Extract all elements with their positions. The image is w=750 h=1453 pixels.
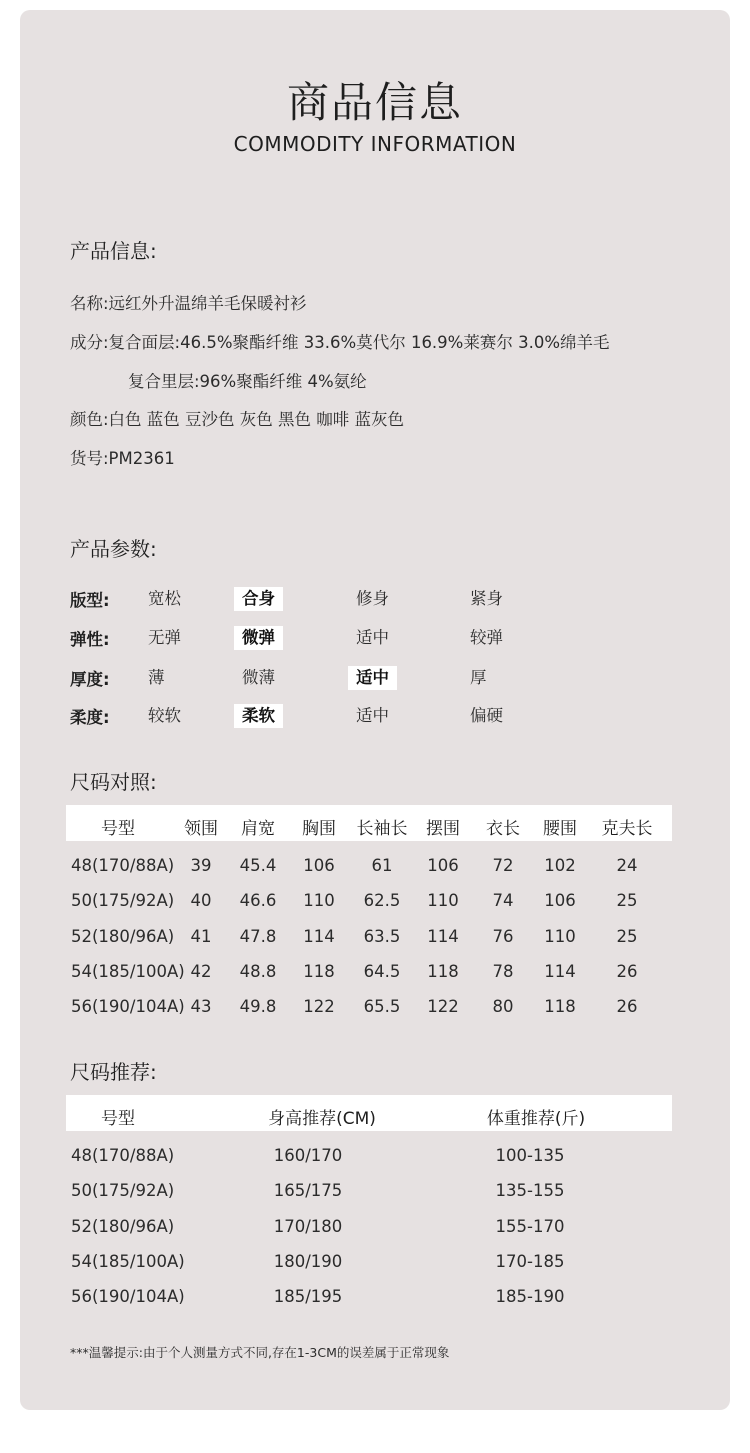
table-cell: 40: [190, 891, 212, 911]
table-cell: 48(170/88A): [71, 1146, 175, 1165]
product-composition-outer: 成分:复合面层:46.5%聚酯纤维 33.6%莫代尔 16.9%莱赛尔 3.0%绵羊毛: [70, 333, 610, 352]
header-cell: 克夫长: [601, 819, 653, 839]
table-cell: 50(175/92A): [71, 891, 175, 911]
page-subtitle: COMMODITY INFORMATION: [233, 132, 517, 156]
table-cell: 74: [492, 891, 514, 911]
header-cell: 号型: [101, 819, 135, 839]
table-cell: 102: [544, 856, 576, 875]
table-row: [66, 1283, 672, 1313]
table-cell: 48(170/88A): [71, 856, 175, 875]
header-cell: 长袖长: [356, 819, 408, 839]
table-cell: 62.5: [363, 891, 401, 911]
table-cell: 114: [303, 926, 335, 946]
table-cell: 26: [616, 997, 638, 1017]
table-cell: 54(185/100A): [71, 1251, 185, 1271]
header-cell: 领围: [184, 819, 218, 839]
table-cell: 135-155: [495, 1181, 565, 1201]
table-cell: 49.8: [239, 997, 277, 1017]
table-cell: 48.8: [239, 961, 277, 981]
param-option: 紧身: [470, 589, 503, 608]
table-row: [66, 887, 672, 917]
table-cell: 78: [492, 961, 514, 981]
header-cell: 腰围: [543, 819, 577, 839]
table-cell: 52(180/96A): [71, 926, 175, 946]
table-cell: 26: [616, 961, 638, 981]
header-cell: 肩宽: [241, 819, 275, 839]
table-cell: 185-190: [495, 1287, 565, 1307]
param-option: 厚: [470, 668, 487, 687]
param-option: 薄: [148, 668, 165, 687]
table-cell: 180/190: [273, 1251, 343, 1271]
param-row: [70, 704, 590, 730]
size-recommend-header: [66, 1095, 672, 1131]
page-title: 商品信息: [286, 78, 463, 127]
table-cell: 122: [427, 997, 459, 1017]
table-cell: 47.8: [239, 926, 277, 946]
product-params-heading: 产品参数:: [70, 537, 157, 561]
size-chart-header: [66, 805, 672, 841]
table-cell: 64.5: [363, 961, 401, 981]
param-option: 修身: [356, 589, 389, 608]
product-sku: 货号:PM2361: [70, 449, 175, 468]
param-label: 厚度:: [70, 670, 110, 689]
header-cell: 体重推荐(斤): [486, 1109, 586, 1129]
param-option: 较弹: [470, 628, 503, 647]
table-row: [66, 958, 672, 988]
header-cell: 摆围: [426, 819, 460, 839]
table-cell: 170/180: [273, 1216, 343, 1236]
table-row: [66, 1213, 672, 1243]
table-cell: 114: [544, 961, 576, 981]
table-cell: 122: [303, 997, 335, 1017]
param-row: [70, 587, 590, 613]
table-cell: 110: [544, 926, 576, 946]
param-option-selected: 柔软: [234, 704, 283, 728]
table-cell: 114: [427, 926, 459, 946]
param-label: 弹性:: [70, 630, 110, 649]
table-cell: 110: [427, 891, 459, 911]
param-option: 无弹: [148, 628, 181, 647]
header-cell: 号型: [101, 1109, 135, 1129]
param-option: 较软: [148, 706, 181, 725]
table-cell: 24: [616, 856, 638, 875]
table-cell: 61: [371, 856, 393, 875]
table-cell: 100-135: [495, 1146, 565, 1165]
table-cell: 45.4: [239, 856, 277, 875]
table-cell: 54(185/100A): [71, 961, 185, 981]
table-cell: 25: [616, 926, 638, 946]
table-cell: 155-170: [495, 1216, 565, 1236]
table-cell: 46.6: [239, 891, 277, 911]
param-option: 偏硬: [470, 706, 503, 725]
param-option: 微薄: [242, 668, 275, 687]
param-option: 适中: [356, 706, 389, 725]
param-option: 宽松: [148, 589, 181, 608]
header-cell: 胸围: [302, 819, 336, 839]
table-cell: 110: [303, 891, 335, 911]
param-option: 适中: [356, 628, 389, 647]
table-cell: 65.5: [363, 997, 401, 1017]
table-cell: 165/175: [273, 1181, 343, 1201]
table-cell: 56(190/104A): [71, 997, 185, 1017]
size-chart-heading: 尺码对照:: [70, 770, 157, 794]
table-row: [66, 1142, 672, 1172]
table-cell: 52(180/96A): [71, 1216, 175, 1236]
table-cell: 42: [190, 961, 212, 981]
param-option-selected: 合身: [234, 587, 283, 611]
product-info-heading: 产品信息:: [70, 239, 157, 263]
table-cell: 106: [427, 856, 459, 875]
table-cell: 39: [190, 856, 212, 875]
table-cell: 72: [492, 856, 514, 875]
param-label: 柔度:: [70, 708, 110, 727]
product-name: 名称:远红外升温绵羊毛保暖衬衫: [70, 294, 307, 313]
table-row: [66, 923, 672, 953]
table-cell: 43: [190, 997, 212, 1017]
table-row: [66, 1177, 672, 1207]
table-cell: 63.5: [363, 926, 401, 946]
param-label: 版型:: [70, 591, 110, 610]
header-cell: 衣长: [486, 819, 520, 839]
param-option-selected: 适中: [348, 666, 397, 690]
table-cell: 160/170: [273, 1146, 343, 1165]
table-cell: 106: [303, 856, 335, 875]
size-recommend-heading: 尺码推荐:: [70, 1060, 157, 1084]
header-cell: 身高推荐(CM): [268, 1109, 376, 1129]
product-colors: 颜色:白色 蓝色 豆沙色 灰色 黑色 咖啡 蓝灰色: [70, 410, 405, 429]
table-cell: 25: [616, 891, 638, 911]
table-cell: 80: [492, 997, 514, 1017]
param-row: [70, 626, 590, 652]
param-row: [70, 666, 590, 692]
table-row: [66, 993, 672, 1023]
table-cell: 118: [303, 961, 335, 981]
param-option-selected: 微弹: [234, 626, 283, 650]
product-composition-inner: 复合里层:96%聚酯纤维 4%氨纶: [128, 372, 367, 391]
table-cell: 170-185: [495, 1251, 565, 1271]
measurement-note: ***温馨提示:由于个人测量方式不同,存在1-3CM的误差属于正常现象: [70, 1345, 450, 1360]
table-row: [66, 1248, 672, 1278]
table-cell: 50(175/92A): [71, 1181, 175, 1201]
table-cell: 56(190/104A): [71, 1287, 185, 1307]
table-cell: 41: [190, 926, 212, 946]
table-row: [66, 852, 672, 882]
table-cell: 76: [492, 926, 514, 946]
table-cell: 118: [427, 961, 459, 981]
table-cell: 118: [544, 997, 576, 1017]
table-cell: 106: [544, 891, 576, 911]
table-cell: 185/195: [273, 1287, 343, 1307]
